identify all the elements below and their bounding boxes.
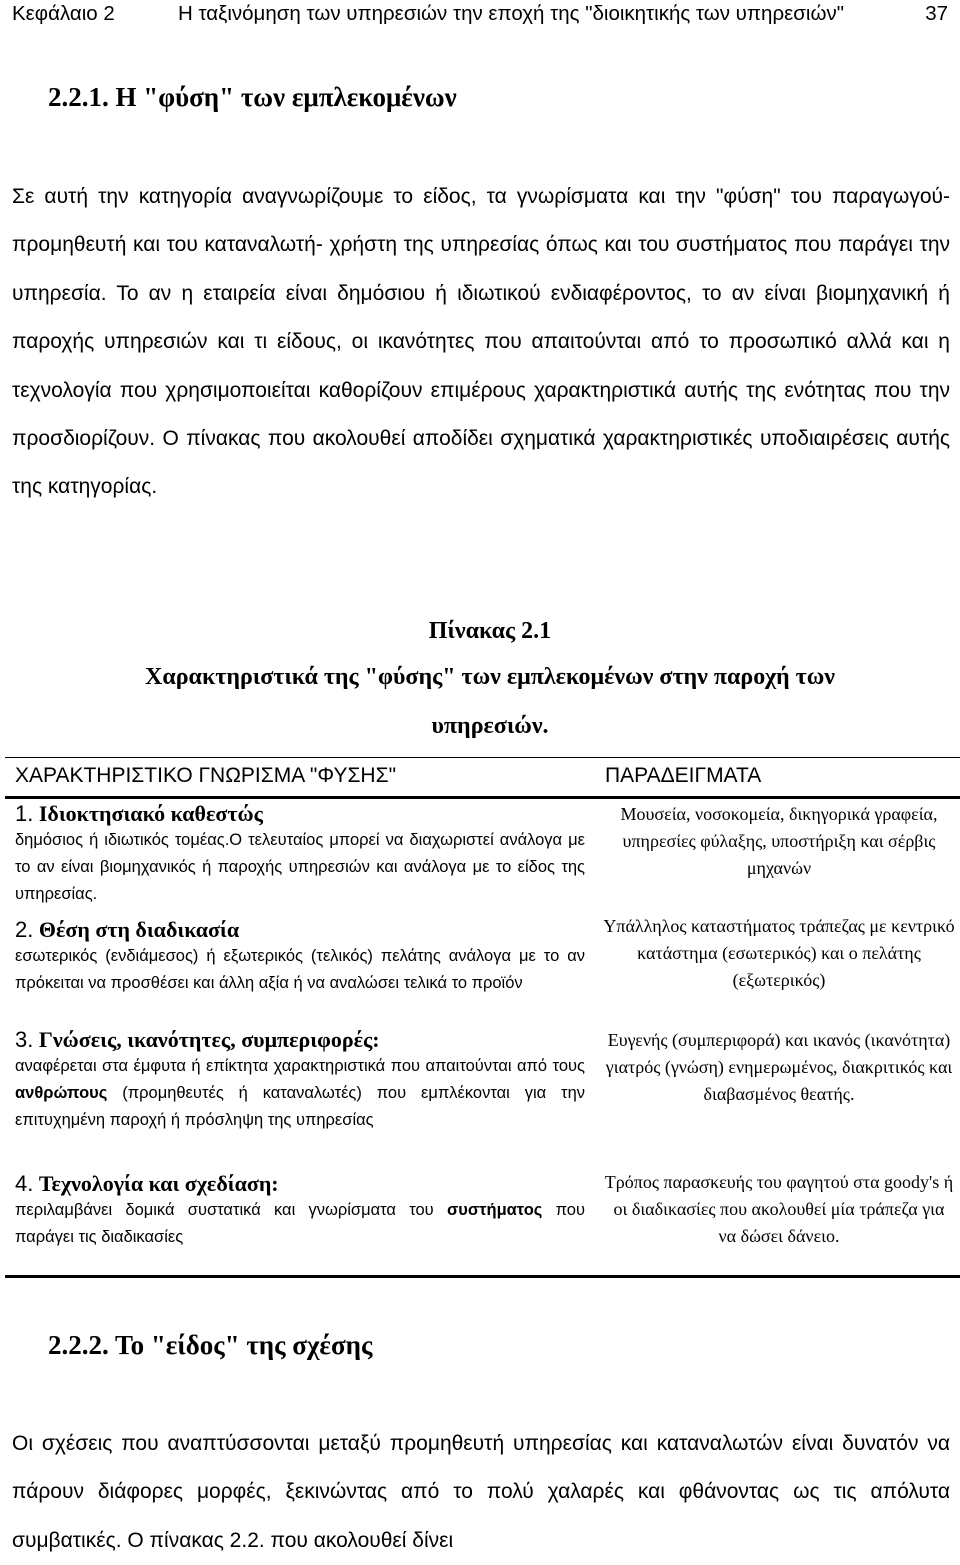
running-header bbox=[12, 2, 948, 34]
table-row-characteristic bbox=[15, 1171, 585, 1251]
table-rule-top bbox=[5, 757, 960, 758]
table-row-characteristic bbox=[15, 917, 585, 997]
item-description: δημόσιος ή ιδιωτικός τομέας.Ο τελευταίος μπορεί να διαχωριστεί ανάλογα με το αν είναι βιομηχανικός ή παροχής υπηρεσιών και ανάλογα με το είδος της υπηρεσίας. bbox=[15, 831, 585, 903]
table-row-example: Τρόπος παρασκευής του φαγητού στα goody's ή οι διαδικασίες που ακολουθεί μία τράπεζα για να δώσει δάνειο. bbox=[604, 1172, 954, 1246]
emphasis-people: ανθρώπους bbox=[15, 1084, 108, 1102]
column-header-examples: ΠΑΡΑΔΕΙΓΜΑΤΑ bbox=[605, 764, 762, 787]
item-number: 1. bbox=[15, 801, 34, 826]
item-title: Τεχνολογία και σχεδίαση: bbox=[38, 1171, 279, 1196]
table-row-characteristic bbox=[15, 801, 585, 908]
table-row-characteristic bbox=[15, 1027, 585, 1134]
column-header-characteristic: ΧΑΡΑΚΤΗΡΙΣΤΙΚΟ ΓΝΩΡΙΣΜΑ "ΦΥΣΗΣ" bbox=[15, 764, 397, 787]
item-title: Γνώσεις, ικανότητες, συμπεριφορές: bbox=[38, 1027, 380, 1052]
item-title: Θέση στη διαδικασία bbox=[38, 917, 240, 942]
table-caption-title: Χαρακτηριστικά της "φύσης" των εμπλεκομένων στην παροχή των bbox=[144, 664, 836, 690]
section-paragraph: Οι σχέσεις που αναπτύσσονται μεταξύ προμηθευτή υπηρεσίας και καταναλωτών είναι δυνατόν να πάρουν διάφορες μορφές, ξεκινώντας από το πολύ χαλαρές και φθάνοντας ως τις απόλυτα συμβατικές. Ο πίνακας 2.2. που ακολουθεί δίνει bbox=[12, 1432, 950, 1552]
item-number: 3. bbox=[15, 1027, 34, 1052]
section-heading-2-2-1: 2.2.1. Η "φύση" των εμπλεκομένων bbox=[48, 82, 457, 112]
section-heading-2-2-2: 2.2.2. Το "είδος" της σχέσης bbox=[48, 1330, 373, 1360]
table-caption-number: Πίνακας 2.1 bbox=[428, 618, 552, 644]
table-row-example: Υπάλληλος καταστήματος τράπεζας με κεντρικό κατάστημα (εσωτερικός) και ο πελάτης (εξωτερικός) bbox=[603, 916, 955, 990]
table-row-example: Μουσεία, νοσοκομεία, δικηγορικά γραφεία, υπηρεσίες φύλαξης, υποστήριξη και σέρβις μηχανών bbox=[620, 804, 938, 878]
table-row-example: Ευγενής (συμπεριφορά) και ικανός (ικανότητα) γιατρός (γνώση) ενημερωμένος, διακριτικός και διαβασμένος θεατής. bbox=[605, 1030, 953, 1104]
table-caption-title-cont: υπηρεσιών. bbox=[431, 713, 549, 739]
page-number: 37 bbox=[925, 2, 948, 25]
item-number: 2. bbox=[15, 917, 34, 942]
table-rule-bottom bbox=[5, 1275, 960, 1278]
characteristics-table bbox=[5, 757, 960, 1278]
section-paragraph: Σε αυτή την κατηγορία αναγνωρίζουμε το είδος, τα γνωρίσματα και την "φύση" του παραγωγού- προμηθευτή και του καταναλωτή- χρήστη της υπηρεσίας όπως και του συστήματος που παράγει την υπηρεσία. Το αν η εταιρεία είναι δημόσιου ή ιδιωτικού ενδιαφέροντος, το αν είναι βιομηχανική ή παροχής υπηρεσιών και τι είδους, οι ικανότητες που απαιτούνται από το προσωπικό αλλά και η τεχνολογία που χρησιμοποιείται καθορίζουν επιμέρους χαρακτηριστικά αυτής της ενότητας που την προσδιορίζουν. Ο πίνακας που ακολουθεί αποδίδει σχηματικά χαρακτηριστικές υποδιαιρέσεις αυτής της κατηγορίας. bbox=[12, 185, 950, 499]
item-description: εσωτερικός (ενδιάμεσος) ή εξωτερικός (τελικός) πελάτης ανάλογα με το αν πρόκειται να προσθέσει και άλλη αξία ή να αναλώσει τελικά το προϊόν bbox=[15, 947, 585, 992]
item-description: αναφέρεται στα έμφυτα ή επίκτητα χαρακτηριστικά που απαιτούνται από τους ανθρώπους (προμηθευτές ή καταναλωτές) που εμπλέκονται για την επιτυχημένη παροχή ή πρόσληψη της υπηρεσίας bbox=[15, 1057, 585, 1129]
chapter-title: Η ταξινόμηση των υπηρεσιών την εποχή της "διοικητικής των υπηρεσιών" bbox=[178, 2, 844, 25]
item-description: περιλαμβάνει δομικά συστατικά και γνωρίσματα του συστήματος που παράγει τις διαδικασίες bbox=[15, 1201, 585, 1246]
item-title: Ιδιοκτησιακό καθεστώς bbox=[38, 801, 263, 826]
emphasis-system: συστήματος bbox=[446, 1201, 543, 1219]
item-number: 4. bbox=[15, 1171, 34, 1196]
table-rule-header bbox=[5, 796, 960, 799]
chapter-label: Κεφάλαιο 2 bbox=[12, 2, 115, 25]
